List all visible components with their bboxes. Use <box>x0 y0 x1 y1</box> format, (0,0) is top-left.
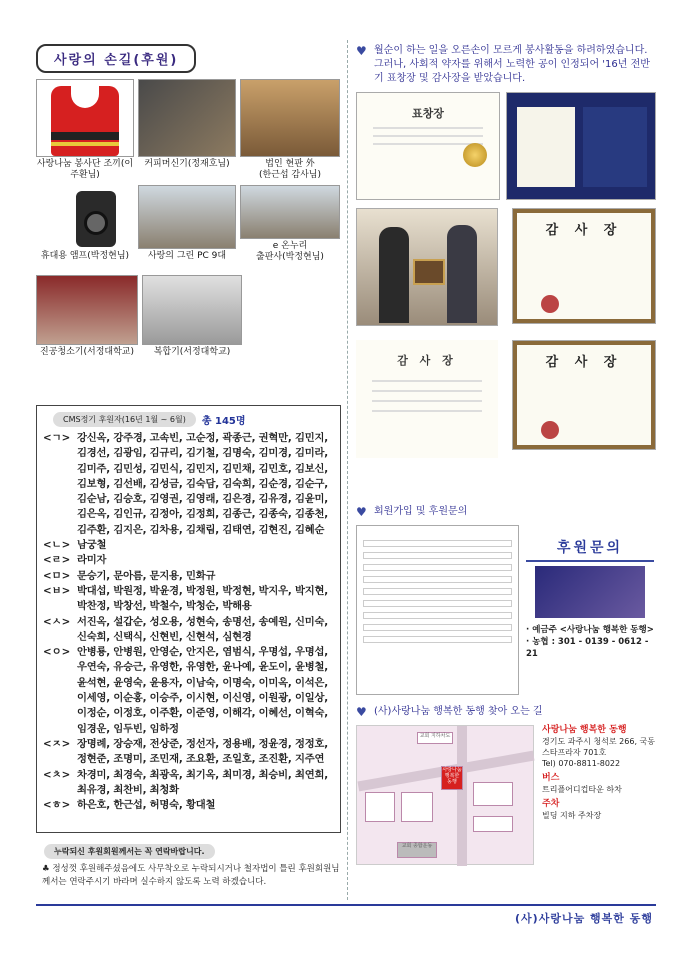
column-divider <box>347 40 348 900</box>
sponsor-banner <box>535 566 645 618</box>
parking-info: 빌딩 지하 주차장 <box>542 811 602 820</box>
donor-names: 장명례, 장승재, 전상준, 정선자, 정용배, 정윤경, 정정호, 정현준, 조명미, 조민재, 조요환, 조일호, 조진환, 지주연 <box>77 737 328 766</box>
membership-form-image <box>356 525 519 695</box>
donor-names: 문승기, 문아름, 문지용, 민화규 <box>77 569 216 582</box>
notice-tag: 누락되신 후원회원께서는 꼭 연락바랍니다. <box>44 844 215 859</box>
donor-group-key: <ㅎ> <box>43 799 71 812</box>
right-column <box>356 44 656 870</box>
heart-icon: ♥ <box>356 44 367 58</box>
photo-caption: e 온누리 출판사(박정현님) <box>256 241 324 262</box>
donor-names: 서진옥, 설갑순, 성오용, 성현숙, 송명선, 송예원, 신미숙, 신숙희, 신택식, 신현빈, 신현석, 심현경 <box>77 615 328 643</box>
bus-info: 트리플어디컵타운 하차 <box>542 785 622 794</box>
donor-group <box>41 645 336 737</box>
footer-rule <box>36 904 656 906</box>
donor-group-key: <ㅈ> <box>43 737 71 750</box>
donor-names: 하은호, 한근섭, 허명숙, 황대철 <box>77 799 216 812</box>
photo-caption: 법인 현판 外 (한근섭 감사님) <box>258 159 322 180</box>
donor-group <box>41 615 336 646</box>
notice-box <box>36 839 341 889</box>
amp-photo <box>36 185 134 249</box>
sponsor-inquiry-card <box>526 537 654 659</box>
heart-icon: ♥ <box>356 705 367 719</box>
heart-icon: ♥ <box>356 505 367 519</box>
awards-heading: ♥ 월순이 하는 일을 오른손이 모르게 봉사활동을 하려하였습니다. 그러나, 사회적 약자를 위해서 노력한 공이 인정되어 '16년 전반기 표창장 및 감사장을 받았습니다. <box>356 44 650 84</box>
footer-org-name: (사)사랑나눔 행복한 동행 <box>515 912 653 925</box>
donor-group <box>41 584 336 615</box>
notice-text: ♣ 정성껏 후원해주셨음에도 사무착오로 누락되시거나 철자법이 틀린 후원회원님께서는 연락주시기 바라며 실수하지 않도록 노력 하겠습니다. <box>42 864 340 887</box>
coffee-machine-photo <box>138 79 236 157</box>
donor-group-key: <ㄹ> <box>43 554 71 567</box>
ceremony-photo <box>356 208 498 326</box>
donor-names: 남궁철 <box>77 539 107 552</box>
award-folder-photo <box>506 92 656 200</box>
photo-caption: 복합기(서정대학교) <box>153 347 231 357</box>
plaque-photo <box>240 79 340 157</box>
donor-group-key: <ㅂ> <box>43 584 71 597</box>
donor-names: 안병룡, 안병원, 안영순, 안지은, 염범식, 우명섭, 우명섭, 우연숙, 유승근, 유영한, 유영한, 윤나예, 윤도이, 윤병철, 윤석현, 윤영숙, 윤용자, 이남숙, 이명숙, 이미옥, 이석은, 이세영, 이순홍, 이승주, 이시현, 이신영, 이원광, 이일상, 이정순, 이정호, 이주환, 이준영, 이해각, 이혜선, 이혁숙, 임경운, 임두빈, 임하정 <box>77 646 328 735</box>
donor-names: 라미자 <box>77 554 107 567</box>
account-holder: · 예금주 <사랑나눔 행복한 동행> <box>526 625 654 635</box>
pc-photo <box>138 185 236 249</box>
org-name: 사랑나눔 행복한 동행 <box>542 725 627 735</box>
account-number: · 농협 : 301 - 0139 - 0612 - 21 <box>526 637 649 659</box>
telephone: Tel) 070-8811-8022 <box>542 759 621 768</box>
donor-names: 박대섭, 박원정, 박윤경, 박정원, 박정현, 박지우, 박지현, 박찬정, 박창선, 박철수, 박청순, 박해용 <box>77 584 328 613</box>
cms-tag: CMS정기 후원자(16년 1월 ~ 6월) <box>53 412 196 427</box>
photo-caption: 진공청소기(서정대학교) <box>40 347 134 357</box>
address: 경기도 과주시 청석로 266, 국동 스타프라자 701호 <box>542 737 655 757</box>
donor-group <box>41 569 336 584</box>
awards-grid <box>356 92 656 497</box>
donor-group-key: <ㅊ> <box>43 768 71 781</box>
donor-group <box>41 798 336 813</box>
donor-group-key: <ㅅ> <box>43 615 71 628</box>
donor-group <box>41 553 336 568</box>
left-column <box>36 44 341 889</box>
donor-group <box>41 768 336 799</box>
photo-caption: 휴대용 앰프(박정현님) <box>40 251 130 261</box>
donation-photo-grid <box>36 79 341 399</box>
directions <box>542 725 658 825</box>
map-heading: ♥ (사)사랑나눔 행복한 동행 찾아 오는 길 <box>356 705 543 719</box>
sponsor-title: 후원문의 <box>556 540 624 556</box>
photo-caption: 사랑나눔 봉사단 조끼(이주환님) <box>36 159 134 180</box>
bus-heading: 버스 <box>542 773 560 783</box>
donor-names: 강신옥, 강주경, 고속빈, 고순정, 곽종근, 권혁만, 김민지, 김경선, 김광임, 김규리, 김기철, 김명숙, 김미경, 김미라, 김미주, 김민성, 김민식, 김민지, 김민채, 김민호, 김보신, 김보형, 김선배, 김성금, 김숙담, 김숙희, 김순경, 김순구, 김순남, 김승호, 김영권, 김영래, 김은경, 김유경, 김윤미, 김은옥, 김인규, 김정아, 김정희, 김종근, 김종숙, 김종천, 김주환, 김지은, 김차용, 김채림, 김태연, 김현진, 김혜순 <box>77 432 328 536</box>
cms-total: 총 145명 <box>201 416 246 427</box>
donor-group <box>41 431 336 538</box>
vest-photo <box>36 79 134 157</box>
donor-group <box>41 538 336 553</box>
section-title-donations: 사랑의 손길(후원) <box>36 44 196 73</box>
thanks-certificate: 감 사 장 <box>356 340 498 458</box>
map-section <box>356 725 656 870</box>
join-heading: ♥ 회원가입 및 후원문의 <box>356 505 468 519</box>
photo-caption: 사랑의 그린 PC 9대 <box>147 251 227 261</box>
donor-group-key: <ㅁ> <box>43 569 71 582</box>
photo-caption: 커피머신기(정재호님) <box>144 159 230 169</box>
donor-names: 차경미, 최경숙, 최광옥, 최기옥, 최미경, 최승비, 최연희, 최유경, 최찬비, 최청화 <box>77 768 328 796</box>
publisher-photo <box>240 185 340 239</box>
donor-group <box>41 737 336 768</box>
notice-icon: ♣ <box>42 864 53 874</box>
printer-photo <box>142 275 242 345</box>
award-certificate: 표창장 <box>356 92 500 200</box>
thanks-certificate-frame: 감 사 장 <box>512 208 656 324</box>
donor-group-key: <ㄴ> <box>43 539 71 552</box>
location-map: 교회 지하차도 사랑나눔 행복한 동행 교회 종합운동 <box>356 725 534 865</box>
cms-donor-list <box>36 405 341 833</box>
join-section <box>356 525 656 705</box>
donor-group-key: <ㄱ> <box>43 432 71 444</box>
parking-heading: 주차 <box>542 799 560 809</box>
donor-group-key: <ㅇ> <box>43 646 71 659</box>
vacuum-photo <box>36 275 138 345</box>
thanks-certificate-frame: 감 사 장 <box>512 340 656 450</box>
